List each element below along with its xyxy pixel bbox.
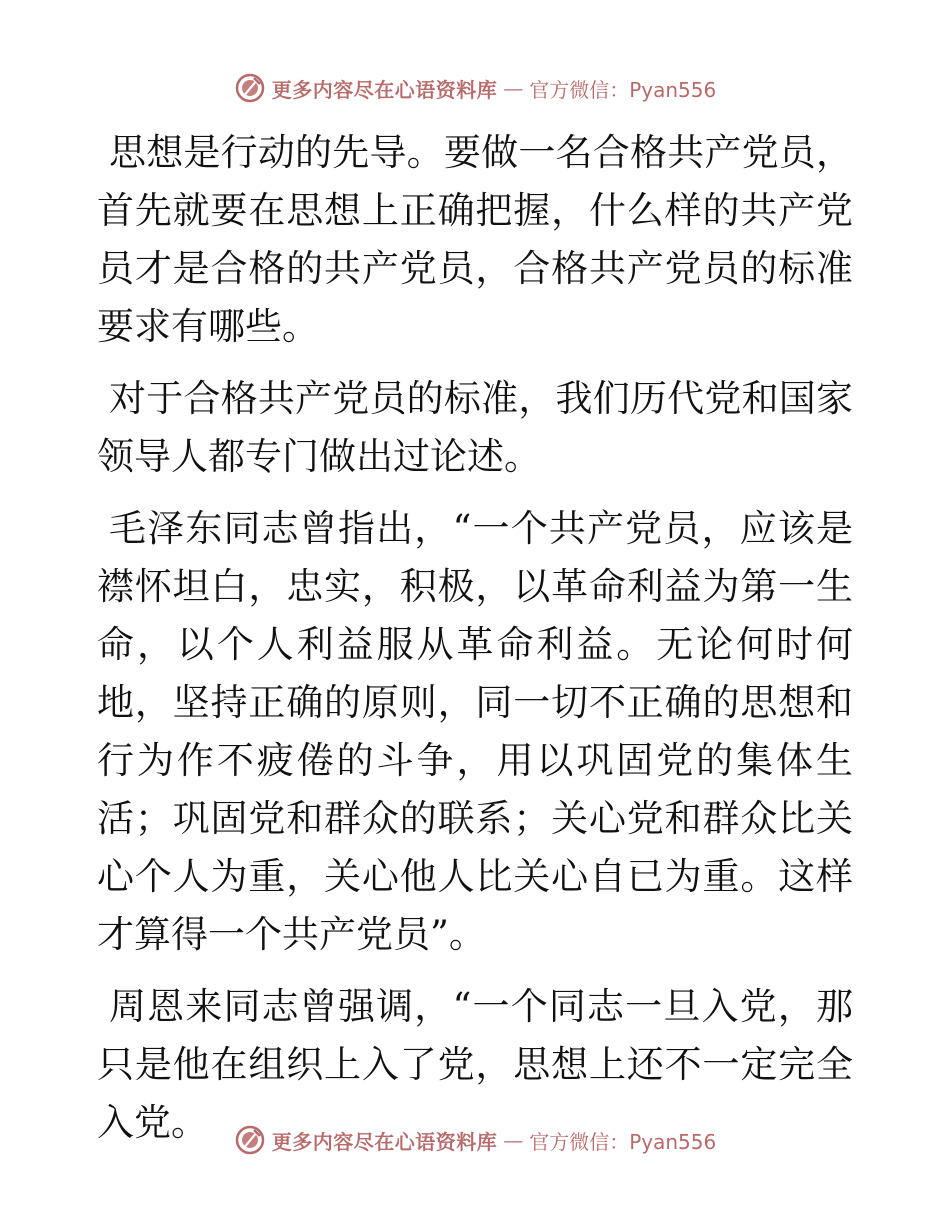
paragraph-4: 周恩来同志曾强调，“一个同志一旦入党，那只是他在组织上入了党，思想上还不一定完全入党。 xyxy=(97,985,853,1144)
footer-watermark xyxy=(0,1122,950,1158)
watermark-dash: — xyxy=(503,76,524,100)
seal-logo-icon xyxy=(234,72,266,104)
paragraph-1: 思想是行动的先导。要做一名合格共产党员，首先就要在思想上正确把握，什么样的共产党员才是合格的共产党员，合格共产党员的标准要求有哪些。 xyxy=(97,131,853,348)
paragraph-2: 对于合格共产党员的标准，我们历代党和国家领导人都专门做出过论述。 xyxy=(97,377,853,478)
watermark-wechat: 官方微信：Pyan556 xyxy=(529,1129,717,1154)
paragraph-3: 毛泽东同志曾指出，“一个共产党员，应该是襟怀坦白，忠实，积极，以革命利益为第一生命，以个人利益服从革命利益。无论何时何地，坚持正确的原则，同一切不正确的思想和行为作不疲倦的斗争，用以巩固党的集体生活；巩固党和群众的联系；关心党和群众比关心个人为重，关心他人比关心自已为重。这样才算得一个共产党员”。 xyxy=(97,507,853,956)
seal-logo-icon xyxy=(234,1124,266,1156)
watermark-site-name: 更多内容尽在心语资料库 xyxy=(271,1129,498,1154)
watermark-site-name: 更多内容尽在心语资料库 xyxy=(271,77,498,102)
watermark-wechat: 官方微信：Pyan556 xyxy=(529,77,717,102)
watermark-dash: — xyxy=(503,1128,524,1152)
header-watermark xyxy=(0,70,950,106)
document-body xyxy=(97,124,853,1166)
